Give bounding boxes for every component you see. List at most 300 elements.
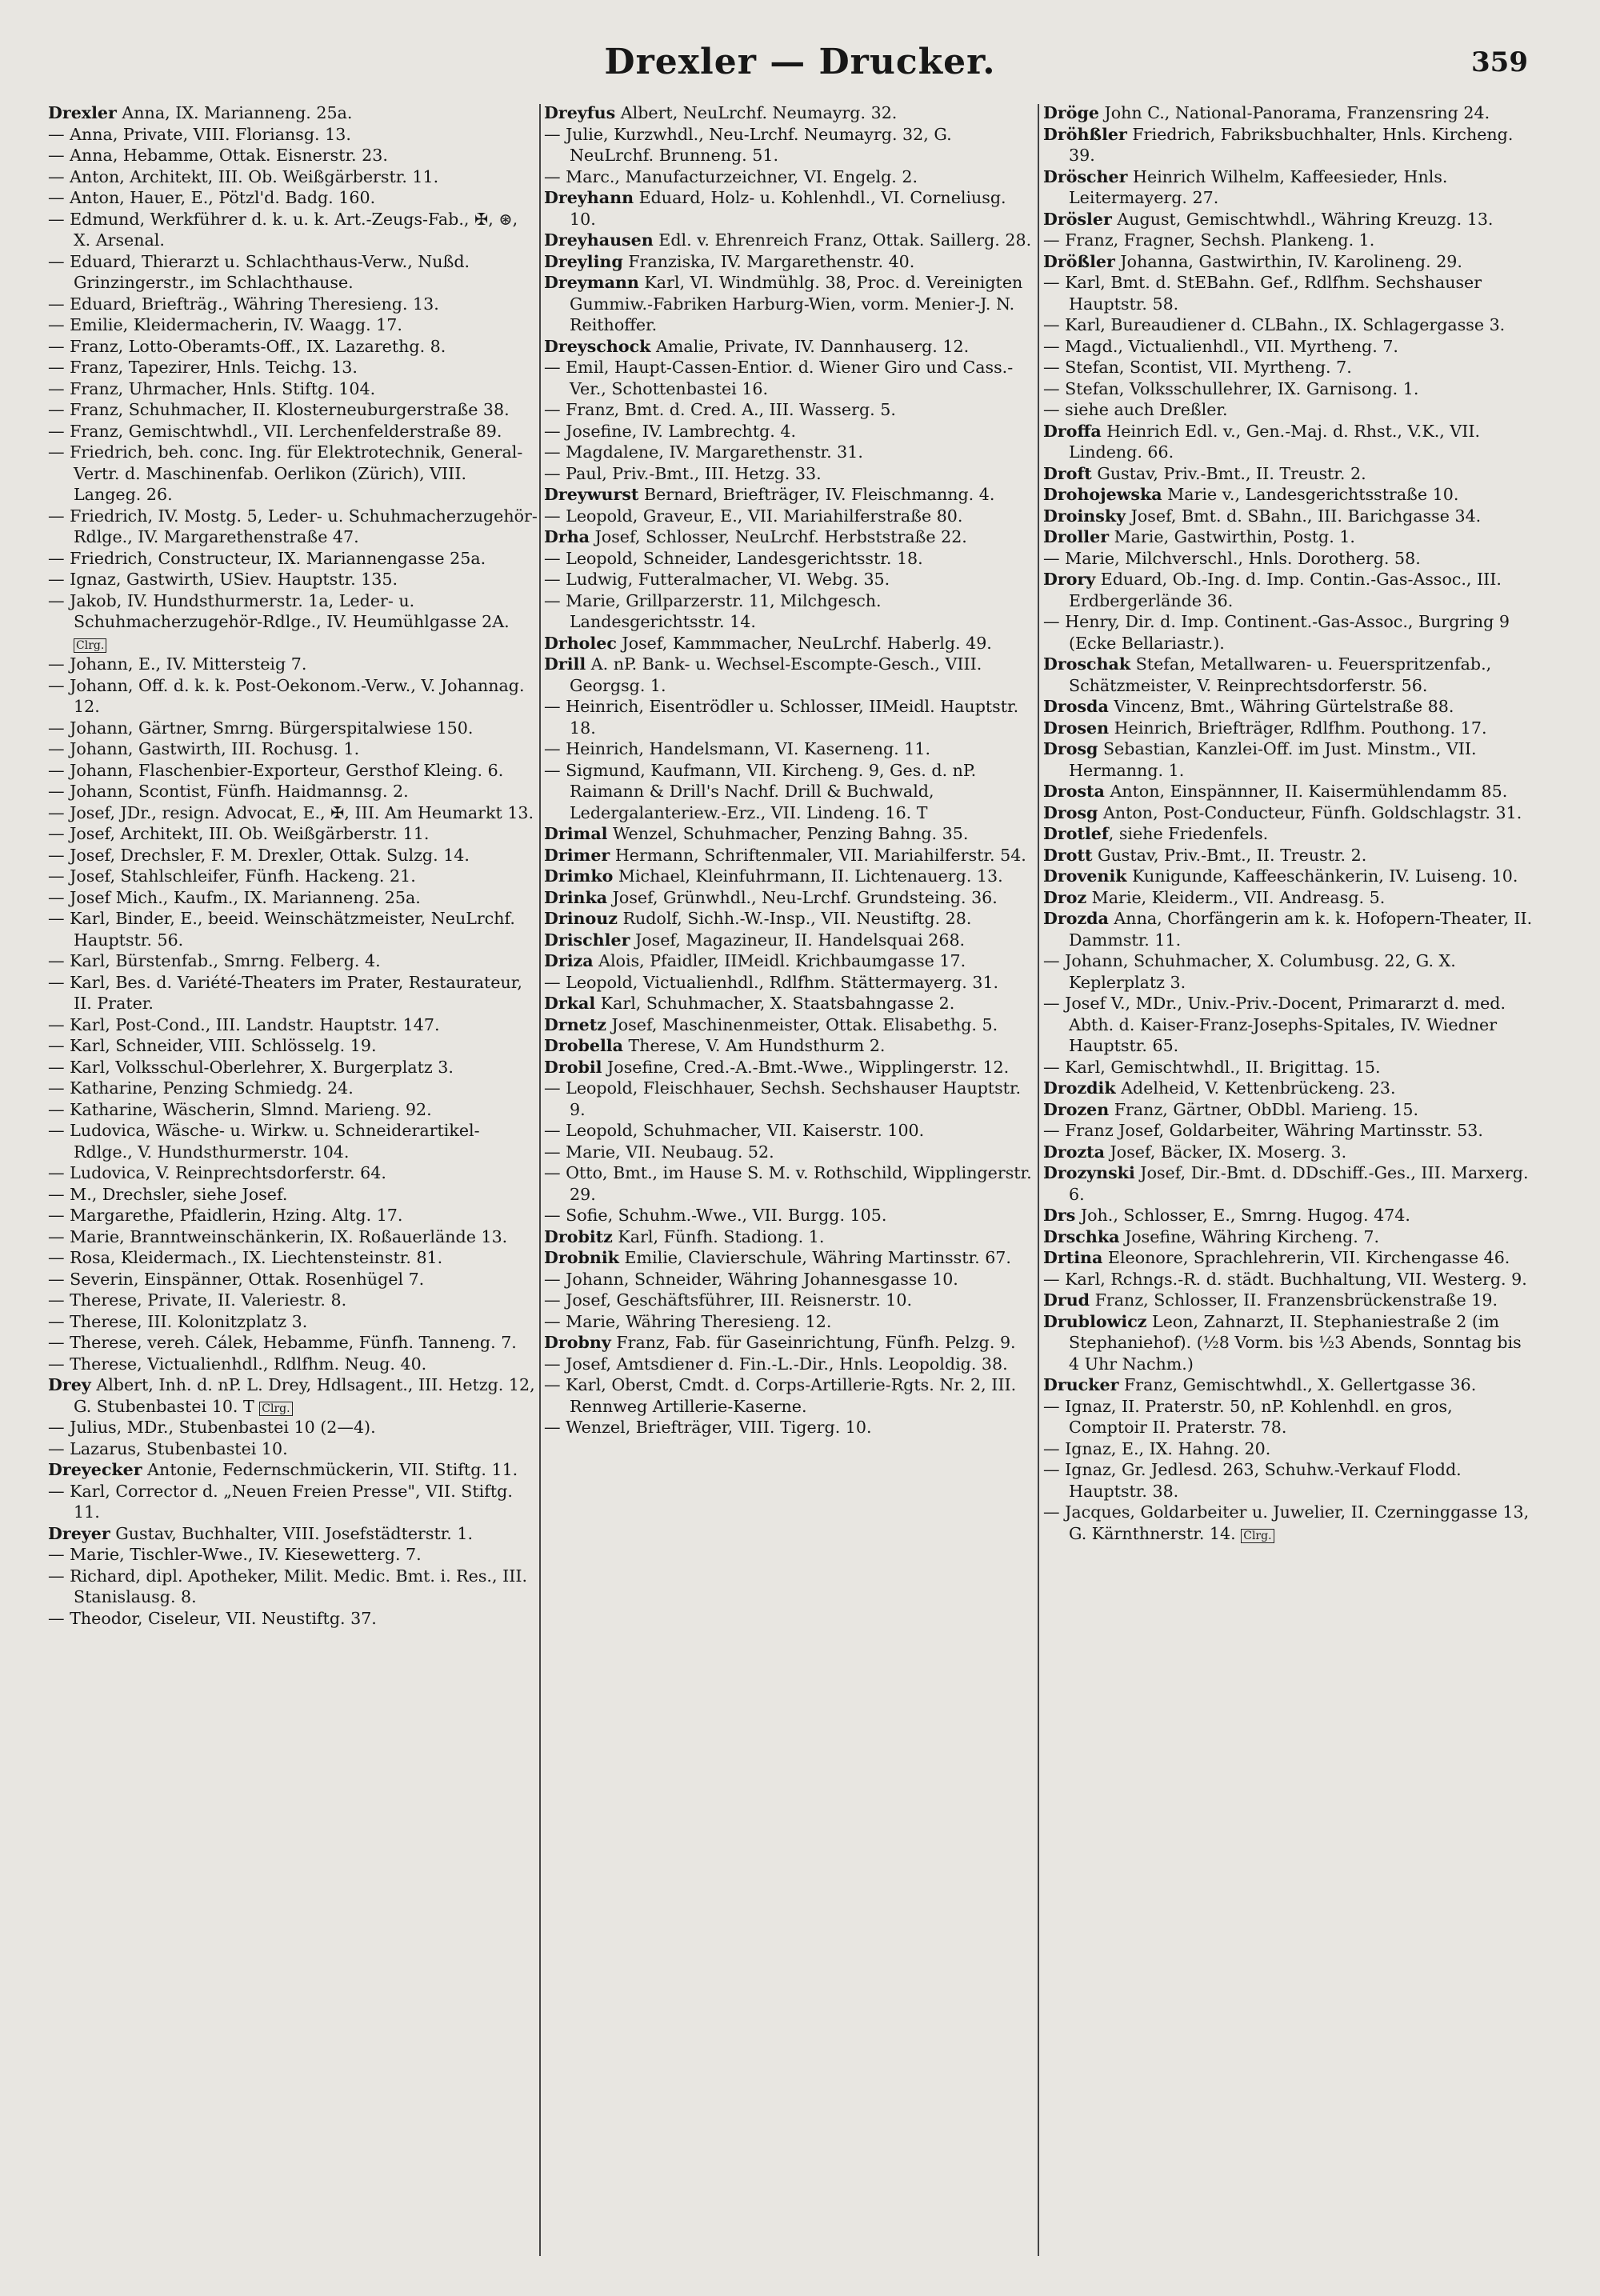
directory-entry bbox=[48, 845, 538, 866]
directory-entry bbox=[544, 866, 1034, 887]
directory-entry bbox=[1043, 1120, 1533, 1142]
entry-text: — Katharine, Wäscherin, Slmnd. Marieng. 92. bbox=[48, 1099, 432, 1119]
directory-entry bbox=[1043, 950, 1533, 993]
directory-entry bbox=[48, 908, 538, 950]
directory-entry bbox=[1043, 166, 1533, 209]
directory-entry bbox=[1043, 1374, 1533, 1396]
entry-text: — Josef, Stahlschleifer, Fünfh. Hackeng. 21. bbox=[48, 866, 416, 886]
directory-entry bbox=[544, 654, 1034, 696]
entry-text: Karl, Schuhmacher, X. Staatsbahngasse 2. bbox=[595, 994, 955, 1013]
directory-entry bbox=[544, 548, 1034, 570]
directory-entry bbox=[48, 1057, 538, 1078]
directory-entry bbox=[48, 251, 538, 294]
entry-text: Rudolf, Sichh.-W.-Insp., VII. Neustiftg. 28. bbox=[617, 909, 972, 928]
entry-text: Emilie, Clavierschule, Währing Martinsstr. 67. bbox=[618, 1248, 1011, 1267]
directory-entry bbox=[48, 399, 538, 421]
entry-surname: Drott bbox=[1043, 845, 1093, 865]
entry-text: — Jacques, Goldarbeiter u. Juwelier, II. Czerninggasse 13, G. Kärnthnerstr. 14. bbox=[1043, 1502, 1530, 1543]
entry-surname: Drinouz bbox=[544, 909, 618, 928]
entry-surname: Dreyling bbox=[544, 251, 623, 271]
entry-text: — Ignaz, Gastwirth, USiev. Hauptstr. 135. bbox=[48, 570, 398, 589]
directory-entry bbox=[1043, 738, 1533, 781]
directory-entry bbox=[1043, 314, 1533, 336]
directory-entry bbox=[1043, 1290, 1533, 1311]
entry-text: Gustav, Priv.-Bmt., II. Treustr. 2. bbox=[1091, 463, 1366, 483]
entry-text: — Friedrich, IV. Mostg. 5, Leder- u. Schuhmacherzugehör-Rdlge., IV. Margarethenstraße 47. bbox=[48, 506, 538, 546]
entry-text: Marie, Gastwirthin, Postg. 1. bbox=[1109, 527, 1355, 546]
directory-entry bbox=[48, 1035, 538, 1057]
entry-text: Johanna, Gastwirthin, IV. Karolineng. 29. bbox=[1114, 251, 1462, 271]
entry-text: — Franz Josef, Goldarbeiter, Währing Martinsstr. 53. bbox=[1043, 1121, 1483, 1140]
directory-entry bbox=[1043, 1226, 1533, 1248]
directory-entry bbox=[544, 887, 1034, 909]
directory-entry bbox=[48, 738, 538, 760]
directory-entry bbox=[48, 1438, 538, 1460]
directory-entry bbox=[544, 845, 1034, 866]
directory-entry bbox=[544, 1354, 1034, 1375]
entry-surname: Dröhßler bbox=[1043, 124, 1127, 144]
directory-entry bbox=[48, 1566, 538, 1608]
entry-text: Franziska, IV. Margarethenstr. 40. bbox=[622, 251, 915, 271]
entry-text: — Franz, Uhrmacher, Hnls. Stiftg. 104. bbox=[48, 378, 376, 398]
entry-text: — Ignaz, Gr. Jedlesd. 263, Schuhw.-Verkauf Flodd. Hauptstr. 38. bbox=[1043, 1460, 1462, 1501]
entry-text: , siehe Friedenfels. bbox=[1108, 824, 1269, 843]
entry-surname: Dreyecker bbox=[48, 1460, 142, 1479]
directory-entry bbox=[544, 1269, 1034, 1290]
entry-text: — Franz, Gemischtwhdl., VII. Lerchenfelderstraße 89. bbox=[48, 421, 502, 441]
entry-text: — Stefan, Scontist, VII. Myrtheng. 7. bbox=[1043, 358, 1352, 377]
entry-surname: Drud bbox=[1043, 1290, 1090, 1310]
entry-text: — Therese, III. Kolonitzplatz 3. bbox=[48, 1311, 308, 1331]
entry-surname: Droft bbox=[1043, 463, 1092, 483]
directory-entry bbox=[48, 950, 538, 972]
entry-text: Karl, Fünfh. Stadiong. 1. bbox=[612, 1226, 825, 1246]
entry-surname: Droller bbox=[1043, 527, 1110, 546]
entry-text: — Heinrich, Eisentrödler u. Schlosser, IIMeidl. Hauptstr. 18. bbox=[544, 697, 1019, 738]
directory-entry bbox=[544, 1078, 1034, 1120]
entry-surname: Drösler bbox=[1043, 209, 1112, 229]
entry-surname: Dreyschock bbox=[544, 336, 651, 356]
entry-text: — Marie, Branntweinschänkerin, IX. Roßauerlände 13. bbox=[48, 1226, 508, 1246]
directory-entry bbox=[1043, 399, 1533, 421]
directory-entry bbox=[544, 1247, 1034, 1269]
entry-text: Anton, Einspännner, II. Kaisermühlendamm 85. bbox=[1104, 782, 1508, 801]
entry-text: — Karl, Gemischtwhdl., II. Brigittag. 15. bbox=[1043, 1057, 1381, 1077]
directory-entry bbox=[1043, 887, 1533, 909]
entry-text: — Sigmund, Kaufmann, VII. Kircheng. 9, Ges. d. nP. Raimann & Drill's Nachf. Drill & Buchwald, Ledergalanteriew.-Erz., VII. Lindeng. 16. T bbox=[544, 760, 977, 822]
clearing-badge: Clrg. bbox=[259, 1402, 292, 1416]
entry-text: Gustav, Priv.-Bmt., II. Treustr. 2. bbox=[1092, 845, 1367, 865]
entry-text: Anton, Post-Conducteur, Fünfh. Goldschlagstr. 31. bbox=[1098, 802, 1522, 822]
page-number: 359 bbox=[1471, 46, 1528, 78]
directory-entry bbox=[48, 124, 538, 146]
entry-surname: Drucker bbox=[1043, 1375, 1119, 1394]
directory-entry bbox=[48, 442, 538, 506]
entry-text: — Johann, E., IV. Mittersteig 7. bbox=[48, 654, 307, 674]
directory-entry bbox=[48, 357, 538, 378]
entry-surname: Drimer bbox=[544, 845, 610, 865]
directory-entry bbox=[1043, 718, 1533, 739]
entry-text: — Lazarus, Stubenbastei 10. bbox=[48, 1438, 288, 1458]
directory-entry bbox=[48, 1523, 538, 1545]
entry-text: — Friedrich, Constructeur, IX. Mariannengasse 25a. bbox=[48, 548, 486, 568]
entry-text: Vincenz, Bmt., Währing Gürtelstraße 88. bbox=[1108, 697, 1454, 716]
directory-entry bbox=[48, 1417, 538, 1438]
entry-surname: Drobny bbox=[544, 1333, 611, 1352]
entry-text: — Josefine, IV. Lambrechtg. 4. bbox=[544, 421, 797, 441]
directory-entry bbox=[1043, 230, 1533, 251]
entry-text: — Marie, VII. Neubaug. 52. bbox=[544, 1142, 774, 1162]
clearing-badge: Clrg. bbox=[74, 638, 106, 653]
entry-text: Gustav, Buchhalter, VIII. Josefstädterstr. 1. bbox=[110, 1523, 474, 1543]
entry-text: — Franz, Schuhmacher, II. Klosterneuburgerstraße 38. bbox=[48, 400, 510, 419]
directory-entry bbox=[1043, 378, 1533, 400]
entry-text: Josef, Schlosser, NeuLrchf. Herbststraße 22. bbox=[590, 527, 967, 546]
entry-surname: Drosg bbox=[1043, 802, 1098, 822]
directory-entry bbox=[544, 506, 1034, 527]
entry-text: — siehe auch Dreßler. bbox=[1043, 400, 1228, 419]
page-title: Drexler — Drucker. bbox=[604, 42, 996, 82]
entry-text: Josef, Bäcker, IX. Moserg. 3. bbox=[1105, 1142, 1347, 1162]
entry-text: Kunigunde, Kaffeeschänkerin, IV. Luiseng. 10. bbox=[1126, 866, 1518, 886]
entry-text: — Julius, MDr., Stubenbastei 10 (2—4). bbox=[48, 1418, 376, 1437]
entry-text: — Karl, Oberst, Cmdt. d. Corps-Artillerie-Rgts. Nr. 2, III. Rennweg Artillerie-Kaserne. bbox=[544, 1375, 1017, 1416]
directory-entry bbox=[1043, 463, 1533, 485]
directory-entry bbox=[544, 1142, 1034, 1163]
entry-surname: Drory bbox=[1043, 570, 1096, 589]
entry-text: — Sofie, Schuhm.-Wwe., VII. Burgg. 105. bbox=[544, 1206, 887, 1225]
entry-text: — Anna, Hebamme, Ottak. Eisnerstr. 23. bbox=[48, 146, 388, 165]
entry-surname: Drs bbox=[1043, 1206, 1076, 1225]
directory-entry bbox=[48, 569, 538, 590]
entry-text: Albert, NeuLrchf. Neumayrg. 32. bbox=[615, 103, 898, 122]
entry-text: — Marie, Milchverschl., Hnls. Dorotherg. 58. bbox=[1043, 548, 1421, 568]
entry-text: — Marie, Tischler-Wwe., IV. Kiesewetterg. 7. bbox=[48, 1545, 422, 1564]
directory-entry bbox=[48, 972, 538, 1014]
entry-text: — Franz, Lotto-Oberamts-Off., IX. Lazarethg. 8. bbox=[48, 336, 446, 356]
entry-text: — Johann, Off. d. k. k. Post-Oekonom.-Verw., V. Johannag. 12. bbox=[48, 675, 525, 716]
entry-surname: Drimal bbox=[544, 824, 608, 843]
entry-text: Josef, Kammmacher, NeuLrchf. Haberlg. 49. bbox=[616, 633, 992, 653]
directory-entry bbox=[1043, 611, 1533, 654]
entry-text: Hermann, Schriftenmaler, VII. Mariahilferstr. 54. bbox=[610, 845, 1026, 865]
entry-text: — Heinrich, Handelsmann, VI. Kaserneng. 11. bbox=[544, 739, 931, 758]
directory-entry bbox=[1043, 1078, 1533, 1099]
entry-surname: Dreyhann bbox=[544, 188, 634, 207]
column-divider bbox=[539, 104, 541, 2256]
entry-text: Karl, VI. Windmühlg. 38, Proc. d. Vereinigten Gummiw.-Fabriken Harburg-Wien, vorm. Menier-J. N. Reithoffer. bbox=[570, 273, 1023, 334]
entry-surname: Drozen bbox=[1043, 1099, 1110, 1119]
directory-entry bbox=[544, 1205, 1034, 1226]
entry-text: — Henry, Dir. d. Imp. Continent.-Gas-Assoc., Burgring 9 (Ecke Bellariastr.). bbox=[1043, 612, 1510, 653]
entry-surname: Drozynski bbox=[1043, 1163, 1135, 1182]
entry-surname: Drotlef bbox=[1043, 824, 1109, 843]
directory-entry bbox=[544, 930, 1034, 951]
directory-entry bbox=[48, 866, 538, 887]
directory-entry bbox=[1043, 823, 1533, 845]
entry-text: Josef, Grünwhdl., Neu-Lrchf. Grundsteing. 36. bbox=[607, 887, 998, 907]
entry-text: — Otto, Bmt., im Hause S. M. v. Rothschild, Wipplingerstr. 29. bbox=[544, 1163, 1032, 1204]
directory-entry bbox=[544, 823, 1034, 845]
entry-text: — Karl, Bmt. d. StEBahn. Gef., Rdlfhm. Sechshauser Hauptstr. 58. bbox=[1043, 273, 1482, 314]
entry-text: Adelheid, V. Kettenbrückeng. 23. bbox=[1115, 1078, 1396, 1098]
directory-entry bbox=[1043, 548, 1533, 570]
directory-entry bbox=[48, 1459, 538, 1481]
entry-text: Sebastian, Kanzlei-Off. im Just. Minstm., VII. Hermanng. 1. bbox=[1069, 739, 1477, 780]
directory-entry bbox=[544, 484, 1034, 506]
entry-surname: Drholec bbox=[544, 633, 617, 653]
entry-text: — Wenzel, Briefträger, VIII. Tigerg. 10. bbox=[544, 1418, 872, 1437]
directory-entry bbox=[1043, 1247, 1533, 1269]
entry-surname: Drey bbox=[48, 1375, 91, 1394]
entry-surname: Dreyer bbox=[48, 1523, 110, 1543]
directory-entry bbox=[48, 1290, 538, 1311]
entry-text: — Franz, Tapezirer, Hnls. Teichg. 13. bbox=[48, 358, 358, 377]
entry-text: Wenzel, Schuhmacher, Penzing Bahng. 35. bbox=[607, 824, 969, 843]
directory-entry bbox=[48, 209, 538, 251]
directory-entry bbox=[1043, 1459, 1533, 1502]
directory-entry bbox=[48, 1269, 538, 1290]
directory-entry bbox=[544, 1057, 1034, 1078]
entry-surname: Drohojewska bbox=[1043, 485, 1162, 504]
entry-text: — Karl, Bes. d. Variété-Theaters im Prater, Restaurateur, II. Prater. bbox=[48, 972, 522, 1013]
entry-surname: Drößler bbox=[1043, 251, 1115, 271]
entry-text: — Johann, Schneider, Währing Johannesgasse 10. bbox=[544, 1269, 958, 1289]
entry-text: — Josef, Drechsler, F. M. Drexler, Ottak. Sulzg. 14. bbox=[48, 845, 470, 865]
entry-text: — Richard, dipl. Apotheker, Milit. Medic. Bmt. i. Res., III. Stanislausg. 8. bbox=[48, 1566, 528, 1606]
directory-entry bbox=[1043, 209, 1533, 230]
directory-entry bbox=[544, 399, 1034, 421]
directory-entry bbox=[544, 1332, 1034, 1354]
directory-entry bbox=[48, 1544, 538, 1566]
entry-surname: Drosg bbox=[1043, 739, 1098, 758]
directory-entry bbox=[1043, 866, 1533, 887]
entry-text: — Karl, Rchngs.-R. d. städt. Buchhaltung, VII. Westerg. 9. bbox=[1043, 1269, 1527, 1289]
directory-entry bbox=[1043, 845, 1533, 866]
entry-text: — Julie, Kurzwhdl., Neu-Lrchf. Neumayrg. 32, G. NeuLrchf. Brunneng. 51. bbox=[544, 124, 952, 165]
entry-surname: Drill bbox=[544, 654, 586, 674]
entry-text: — Leopold, Schneider, Landesgerichtsstr. 18. bbox=[544, 548, 923, 568]
directory-entry bbox=[1043, 908, 1533, 950]
directory-entry bbox=[1043, 1438, 1533, 1460]
entry-text: Josef, Bmt. d. SBahn., III. Barichgasse 34. bbox=[1126, 506, 1482, 526]
directory-entry bbox=[1043, 272, 1533, 314]
entry-text: — Margarethe, Pfaidlerin, Hzing. Altg. 17. bbox=[48, 1206, 403, 1225]
entry-text: Edl. v. Ehrenreich Franz, Ottak. Saillerg. 28. bbox=[653, 230, 1032, 250]
entry-text: — Karl, Bureaudiener d. CLBahn., IX. Schlagergasse 3. bbox=[1043, 315, 1506, 334]
entry-surname: Drosen bbox=[1043, 718, 1110, 738]
entry-surname: Droffa bbox=[1043, 421, 1102, 441]
entry-text: — Josef V., MDr., Univ.-Priv.-Docent, Primararzt d. med. Abth. d. Kaiser-Franz-Josephs-Spitales, IV. Wiedner Hauptstr. 65. bbox=[1043, 994, 1506, 1055]
entry-surname: Drha bbox=[544, 527, 590, 546]
directory-entry bbox=[1043, 102, 1533, 124]
entry-text: — Karl, Schneider, VIII. Schlösselg. 19. bbox=[48, 1036, 377, 1055]
directory-entry bbox=[544, 993, 1034, 1014]
directory-entry bbox=[1043, 251, 1533, 273]
entry-text: — Theodor, Ciseleur, VII. Neustiftg. 37. bbox=[48, 1608, 377, 1628]
directory-entry bbox=[544, 187, 1034, 230]
entry-text: — Emil, Haupt-Cassen-Entior. d. Wiener Giro und Cass.-Ver., Schottenbastei 16. bbox=[544, 358, 1014, 398]
directory-entry bbox=[544, 1374, 1034, 1417]
entry-text: Leon, Zahnarzt, II. Stephaniestraße 2 (im Stephaniehof). (½8 Vorm. bis ½3 Abends, Sonntag bis 4 Uhr Nachm.) bbox=[1069, 1311, 1522, 1374]
entry-text: Eduard, Ob.-Ing. d. Imp. Contin.-Gas-Assoc., III. Erdbergerlände 36. bbox=[1069, 570, 1502, 610]
entry-text: Marie v., Landesgerichtsstraße 10. bbox=[1162, 485, 1459, 504]
entry-text: Franz, Gemischtwhdl., X. Gellertgasse 36. bbox=[1118, 1375, 1477, 1394]
directory-entry bbox=[544, 633, 1034, 654]
directory-entry bbox=[544, 1162, 1034, 1205]
directory-entry bbox=[48, 1184, 538, 1206]
directory-entry bbox=[544, 908, 1034, 930]
directory-entry bbox=[48, 1162, 538, 1184]
directory-entry bbox=[544, 442, 1034, 463]
entry-text: — Magd., Victualienhdl., VII. Myrtheng. 7. bbox=[1043, 336, 1398, 356]
entry-text: — Leopold, Schuhmacher, VII. Kaiserstr. 100. bbox=[544, 1121, 925, 1140]
directory-entry bbox=[48, 1014, 538, 1036]
entry-surname: Dröge bbox=[1043, 103, 1099, 122]
directory-entry bbox=[48, 421, 538, 442]
entry-text: — Eduard, Briefträg., Währing Theresieng. 13. bbox=[48, 294, 439, 314]
entry-text: — Josef, JDr., resign. Advocat, E., ✠, III. Am Heumarkt 13. bbox=[48, 802, 534, 822]
directory-entry bbox=[1043, 336, 1533, 358]
entry-text: — Josef, Geschäftsführer, III. Reisnerstr. 10. bbox=[544, 1290, 913, 1310]
directory-entry bbox=[1043, 1502, 1533, 1544]
entry-surname: Drnetz bbox=[544, 1014, 606, 1034]
directory-entry bbox=[544, 1120, 1034, 1142]
entry-text: — Edmund, Werkführer d. k. u. k. Art.-Zeugs-Fab., ✠, ⊛, X. Arsenal. bbox=[48, 209, 518, 250]
directory-entry bbox=[1043, 1396, 1533, 1438]
directory-entry bbox=[544, 569, 1034, 590]
directory-entry bbox=[1043, 654, 1533, 696]
entry-text: Bernard, Briefträger, IV. Fleischmanng. 4. bbox=[638, 485, 995, 504]
entry-surname: Drkal bbox=[544, 994, 596, 1013]
entry-text: — Stefan, Volksschullehrer, IX. Garnisong. 1. bbox=[1043, 378, 1419, 398]
directory-entry bbox=[1043, 124, 1533, 166]
directory-entry bbox=[48, 314, 538, 336]
entry-text: — Marc., Manufacturzeichner, VI. Engelg. 2. bbox=[544, 166, 918, 186]
directory-entry bbox=[48, 1247, 538, 1269]
directory-entry bbox=[544, 950, 1034, 972]
directory-entry bbox=[1043, 1311, 1533, 1375]
entry-surname: Dreyhausen bbox=[544, 230, 654, 250]
entry-text: Stefan, Metallwaren- u. Feuerspritzenfab., Schätzmeister, V. Reinprechtsdorferstr. 56. bbox=[1069, 654, 1492, 695]
directory-entry bbox=[48, 887, 538, 909]
entry-surname: Drozta bbox=[1043, 1142, 1105, 1162]
entry-text: — Johann, Gastwirth, III. Rochusg. 1. bbox=[48, 739, 360, 758]
clearing-badge: Clrg. bbox=[1241, 1529, 1274, 1543]
entry-surname: Drosta bbox=[1043, 782, 1105, 801]
entry-text: — Franz, Fragner, Sechsh. Plankeng. 1. bbox=[1043, 230, 1375, 250]
entry-text: — Josef, Architekt, III. Ob. Weißgärberstr. 11. bbox=[48, 824, 430, 843]
entry-text: Antonie, Federnschmückerin, VII. Stiftg. 11. bbox=[142, 1460, 518, 1479]
entry-surname: Drobella bbox=[544, 1036, 623, 1055]
entry-text: — Eduard, Thierarzt u. Schlachthaus-Verw., Nußd. Grinzingerstr., im Schlachthause. bbox=[48, 251, 470, 292]
entry-surname: Drozdik bbox=[1043, 1078, 1116, 1098]
entry-text: — Leopold, Graveur, E., VII. Mariahilferstraße 80. bbox=[544, 506, 963, 526]
entry-text: Friedrich, Fabriksbuchhalter, Hnls. Kircheng. 39. bbox=[1069, 124, 1514, 165]
entry-surname: Dröscher bbox=[1043, 166, 1128, 186]
entry-surname: Drobnik bbox=[544, 1248, 619, 1267]
directory-entry bbox=[48, 823, 538, 845]
entry-text: — Emilie, Kleidermacherin, IV. Waagg. 17. bbox=[48, 315, 402, 334]
entry-text: Josef, Dir.-Bmt. d. DDschiff.-Ges., III. Marxerg. 6. bbox=[1069, 1163, 1529, 1204]
directory-entry bbox=[48, 1332, 538, 1354]
directory-entry bbox=[1043, 1269, 1533, 1290]
entry-text: — M., Drechsler, siehe Josef. bbox=[48, 1184, 288, 1204]
entry-text: Franz, Schlosser, II. Franzensbrückenstraße 19. bbox=[1090, 1290, 1498, 1310]
entry-surname: Drosda bbox=[1043, 697, 1109, 716]
directory-entry bbox=[48, 1078, 538, 1099]
directory-column-2 bbox=[544, 102, 1034, 2262]
entry-text: — Karl, Binder, E., beeid. Weinschätzmeister, NeuLrchf. Hauptstr. 56. bbox=[48, 909, 515, 950]
directory-entry bbox=[1043, 1099, 1533, 1121]
entry-text: — Jakob, IV. Hundsthurmerstr. 1a, Leder- u. Schuhmacherzugehör-Rdlge., IV. Heumühlgasse 2A. bbox=[48, 590, 510, 631]
entry-surname: Drschka bbox=[1043, 1226, 1120, 1246]
column-divider bbox=[1038, 104, 1039, 2256]
entry-surname: Drimko bbox=[544, 866, 614, 886]
entry-text: — Therese, vereh. Cálek, Hebamme, Fünfh. Tanneng. 7. bbox=[48, 1333, 517, 1352]
directory-entry bbox=[1043, 1162, 1533, 1205]
entry-text: Anna, Chorfängerin am k. k. Hofopern-Theater, II. Dammstr. 11. bbox=[1069, 909, 1533, 950]
entry-text: Josefine, Währing Kircheng. 7. bbox=[1119, 1226, 1379, 1246]
entry-text: — Leopold, Victualienhdl., Rdlfhm. Stättermayerg. 31. bbox=[544, 972, 999, 992]
entry-text: — Josef Mich., Kaufm., IX. Marianneng. 25a. bbox=[48, 887, 421, 907]
entry-text: Therese, V. Am Hundsthurm 2. bbox=[622, 1036, 886, 1055]
directory-entry bbox=[544, 336, 1034, 358]
directory-entry bbox=[1043, 781, 1533, 802]
entry-text: — Johann, Gärtner, Smrng. Bürgerspitalwiese 150. bbox=[48, 718, 474, 738]
entry-text: Eleonore, Sprachlehrerin, VII. Kirchengasse 46. bbox=[1102, 1248, 1510, 1267]
directory-entry bbox=[544, 760, 1034, 824]
directory-entry bbox=[48, 102, 538, 124]
directory-entry bbox=[544, 526, 1034, 548]
entry-text: Michael, Kleinfuhrmann, II. Lichtenauerg. 13. bbox=[613, 866, 1003, 886]
directory-entry bbox=[544, 1226, 1034, 1248]
directory-entry bbox=[544, 696, 1034, 738]
entry-text: Heinrich Wilhelm, Kaffeesieder, Hnls. Leitermayerg. 27. bbox=[1069, 166, 1448, 207]
directory-entry bbox=[48, 781, 538, 802]
entry-text: — Franz, Bmt. d. Cred. A., III. Wasserg. 5. bbox=[544, 400, 896, 419]
entry-text: — Ludovica, Wäsche- u. Wirkw. u. Schneiderartikel-Rdlge., V. Hundsthurmerstr. 104. bbox=[48, 1121, 480, 1162]
directory-entry bbox=[1043, 1142, 1533, 1163]
entry-text: Joh., Schlosser, E., Smrng. Hugog. 474. bbox=[1075, 1206, 1410, 1225]
entry-text: — Leopold, Fleischhauer, Sechsh. Sechshauser Hauptstr. 9. bbox=[544, 1078, 1022, 1119]
directory-entry bbox=[544, 124, 1034, 166]
entry-text: — Paul, Priv.-Bmt., III. Hetzg. 33. bbox=[544, 463, 822, 483]
directory-entry bbox=[544, 1417, 1034, 1438]
entry-surname: Droschak bbox=[1043, 654, 1131, 674]
directory-entry bbox=[1043, 696, 1533, 718]
entry-surname: Drobitz bbox=[544, 1226, 613, 1246]
directory-entry bbox=[48, 145, 538, 166]
directory-entry bbox=[48, 1226, 538, 1248]
entry-text: John C., National-Panorama, Franzensring 24. bbox=[1098, 103, 1490, 122]
entry-text: — Marie, Währing Theresieng. 12. bbox=[544, 1311, 832, 1331]
directory-entry bbox=[48, 548, 538, 570]
directory-entry bbox=[1043, 357, 1533, 378]
page-header bbox=[0, 42, 1600, 90]
entry-text: Alois, Pfaidler, IIMeidl. Krichbaumgasse 17. bbox=[593, 951, 966, 970]
directory-entry bbox=[48, 166, 538, 188]
directory-entry bbox=[544, 1035, 1034, 1057]
entry-text: August, Gemischtwhdl., Währing Kreuzg. 13. bbox=[1111, 209, 1494, 229]
directory-entry bbox=[48, 718, 538, 739]
entry-text: — Karl, Volksschul-Oberlehrer, X. Burgerplatz 3. bbox=[48, 1057, 454, 1077]
directory-entry bbox=[48, 506, 538, 548]
entry-text: — Johann, Scontist, Fünfh. Haidmannsg. 2. bbox=[48, 782, 409, 801]
entry-text: — Magdalene, IV. Margarethenstr. 31. bbox=[544, 442, 863, 462]
directory-entry bbox=[1043, 526, 1533, 548]
entry-surname: Drovenik bbox=[1043, 866, 1127, 886]
